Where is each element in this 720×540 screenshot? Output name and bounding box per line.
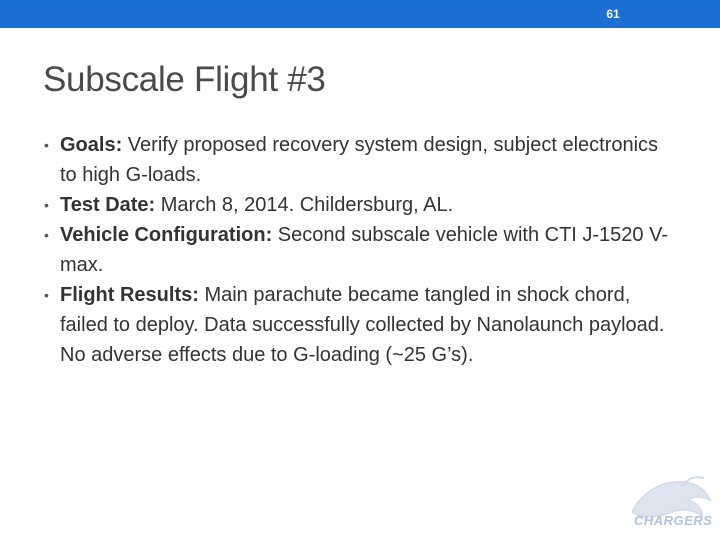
bullet-label: Test Date: — [60, 194, 156, 216]
bullet-dot-icon: • — [44, 227, 49, 243]
bullet-text: Verify proposed recovery system design, subject electronics to high G-loads. — [60, 134, 659, 186]
bullet-text: Main parachute became tangled in shock chord, failed to deploy. Data successfully collected by Nanolaunch payload. No adverse effects due to G-loading (~25 G’s). — [60, 284, 665, 366]
bullet-list — [44, 130, 674, 370]
bullet-dot-icon: • — [44, 137, 49, 153]
bullet-label: Flight Results: — [60, 284, 199, 306]
top-bar — [0, 0, 720, 28]
slide-number: 61 — [606, 7, 620, 21]
bullet-text: March 8, 2014. Childersburg, AL. — [155, 194, 454, 216]
bullet-dot-icon: • — [44, 287, 49, 303]
bullet-test-date — [44, 190, 674, 220]
bullet-flight-results — [44, 280, 674, 370]
logo-text: CHARGERS — [634, 513, 713, 528]
bullet-goals — [44, 130, 674, 190]
bullet-label: Goals: — [60, 134, 123, 156]
bullet-dot-icon: • — [44, 197, 49, 213]
slide-title: Subscale Flight #3 — [43, 60, 326, 99]
bullet-text: Second subscale vehicle with CTI J-1520 V-max. — [60, 224, 669, 276]
bullet-label: Vehicle Configuration: — [60, 224, 273, 246]
bullet-vehicle-configuration — [44, 220, 674, 280]
